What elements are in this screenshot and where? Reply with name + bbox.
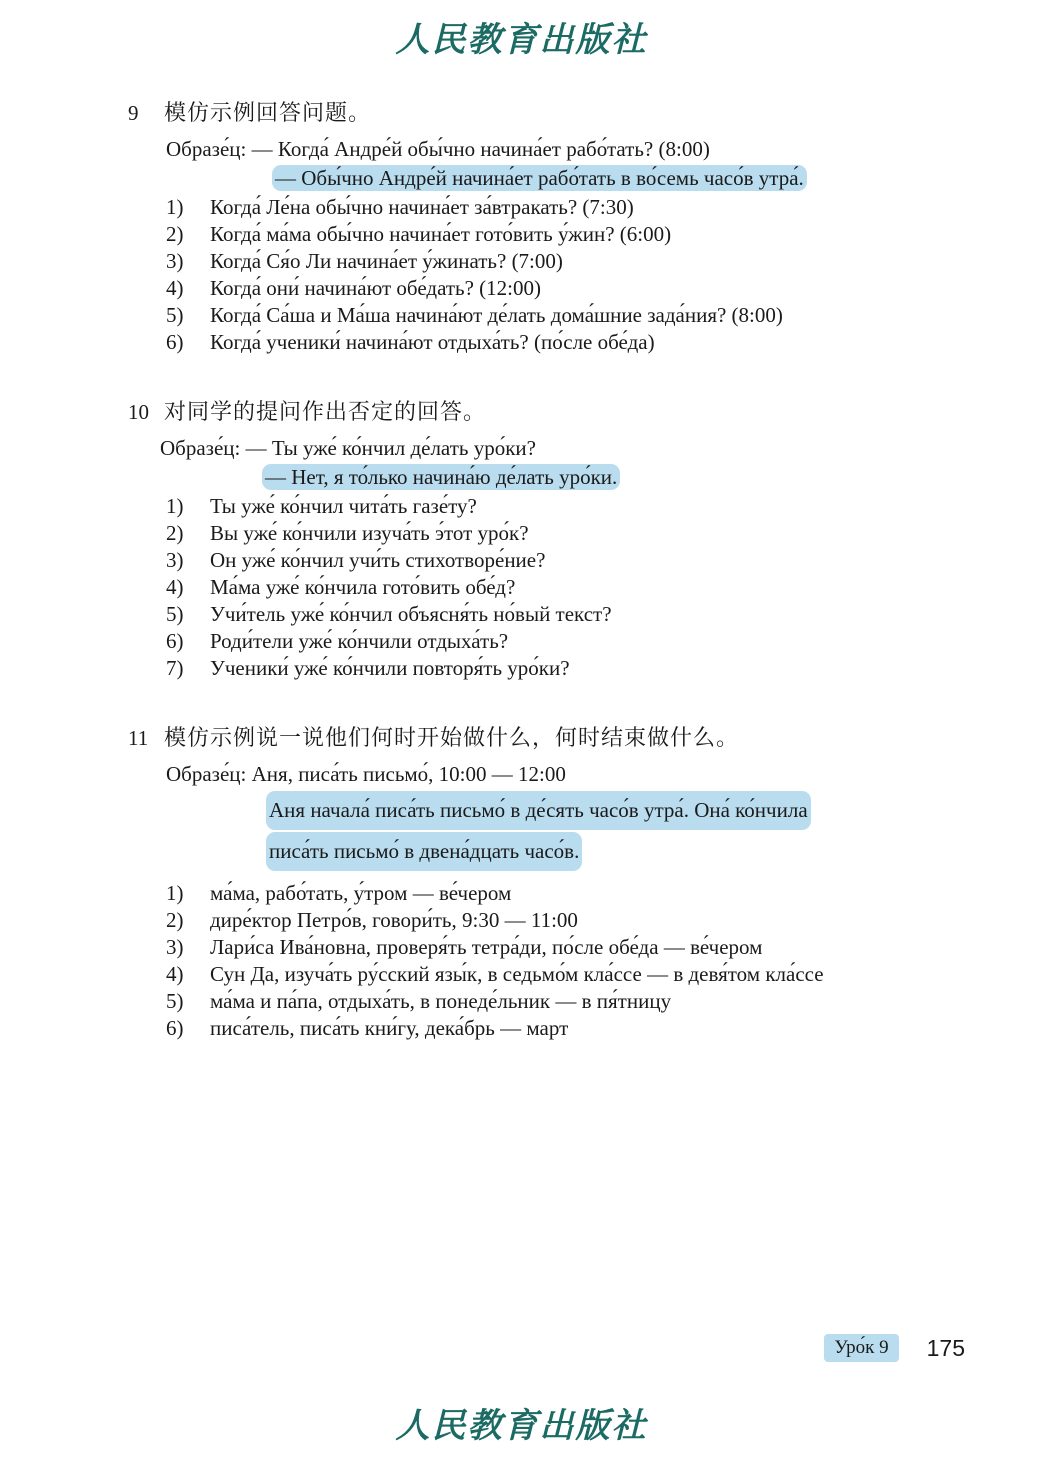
page-footer xyxy=(0,1334,1043,1362)
item-text: Учи́тель уже́ ко́нчил объясня́ть но́вый текст? xyxy=(210,602,612,626)
item-number: 6) xyxy=(166,330,184,354)
exercise-10 xyxy=(0,395,1043,681)
exercise-10-model-label: Образе́ц: xyxy=(160,436,241,460)
exercise-9-model-answer: — Обы́чно Андре́й начина́ет рабо́тать в во́семь часо́в утра́. xyxy=(272,165,807,191)
exercise-10-model-answer-line xyxy=(262,465,1043,490)
list-item xyxy=(166,602,1043,627)
item-text: Когда́ ма́ма обы́чно начина́ет гото́вить у́жин? (6:00) xyxy=(210,222,672,246)
list-item xyxy=(166,935,1043,960)
exercise-11-model-question-line xyxy=(166,762,1043,787)
item-text: Вы уже́ ко́нчили изуча́ть э́тот уро́к? xyxy=(210,521,529,545)
exercise-9 xyxy=(0,96,1043,355)
item-number: 5) xyxy=(166,303,184,327)
item-text: дире́ктор Петро́в, говори́ть, 9:30 — 11:00 xyxy=(210,907,578,932)
item-text: Когда́ Ся́о Ли начина́ет у́жинать? (7:00) xyxy=(210,249,563,273)
exercise-11-number: 11 xyxy=(128,726,149,750)
exercise-11-heading xyxy=(128,721,1043,752)
exercise-10-model-question: — Ты уже́ ко́нчил де́лать уро́ки? xyxy=(245,436,536,460)
item-number: 3) xyxy=(166,249,184,273)
item-text: Ты уже́ ко́нчил чита́ть газе́ту? xyxy=(210,494,477,518)
page-number: 175 xyxy=(926,1334,965,1361)
list-item xyxy=(166,195,1043,220)
section-spacer xyxy=(0,359,1043,395)
item-text: Когда́ ученики́ начина́ют отдыха́ть? (по́сле обе́да) xyxy=(210,330,655,354)
item-number: 2) xyxy=(166,222,184,246)
exercise-11-model-label: Образе́ц: xyxy=(166,762,247,786)
item-text: Сун Да, изуча́ть ру́сский язы́к, в седьмо́м кла́ссе — в девя́том кла́ссе xyxy=(210,961,824,986)
list-item xyxy=(166,881,1043,906)
exercise-11-model-answer-row1 xyxy=(266,791,1043,832)
exercise-9-item-list xyxy=(0,195,1043,355)
item-number: 1) xyxy=(166,195,184,219)
item-text: Когда́ они́ начина́ют обе́дать? (12:00) xyxy=(210,276,541,300)
item-number: 3) xyxy=(166,548,184,572)
exercise-11-model-answer-line1: Аня начала́ писа́ть письмо́ в де́сять часо́в утра́. Она́ ко́нчила xyxy=(266,791,811,830)
lesson-badge: Уро́к 9 xyxy=(824,1334,898,1362)
list-item xyxy=(166,629,1043,654)
publisher-mark-top: 人民教育出版社 xyxy=(395,22,648,59)
item-text: Когда́ Са́ша и Ма́ша начина́ют де́лать дома́шние зада́ния? (8:00) xyxy=(210,303,783,327)
exercise-9-model-label: Образе́ц: xyxy=(166,137,247,161)
item-text: писа́тель, писа́ть кни́гу, дека́брь — март xyxy=(210,1015,569,1040)
list-item xyxy=(166,962,1043,987)
item-text: Роди́тели уже́ ко́нчили отдыха́ть? xyxy=(210,629,509,653)
exercise-9-model-answer-line xyxy=(272,166,1043,191)
exercise-10-heading xyxy=(128,395,1043,426)
list-item xyxy=(166,494,1043,519)
item-number: 2) xyxy=(166,521,184,545)
exercise-10-number: 10 xyxy=(128,400,149,424)
item-number: 1) xyxy=(166,880,184,905)
exercise-10-title: 对同学的提问作出否定的回答。 xyxy=(164,399,487,424)
item-number: 6) xyxy=(166,1015,184,1040)
item-number: 4) xyxy=(166,575,184,599)
list-item xyxy=(166,521,1043,546)
list-item xyxy=(166,249,1043,274)
page-content xyxy=(0,96,1043,1045)
item-text: Он уже́ ко́нчил учи́ть стихотворе́ние? xyxy=(210,548,546,572)
exercise-10-model-question-line xyxy=(160,436,1043,461)
exercise-9-title: 模仿示例回答问题。 xyxy=(164,100,372,125)
section-spacer xyxy=(0,685,1043,721)
item-number: 3) xyxy=(166,934,184,959)
exercise-9-model-question: — Когда́ Андре́й обы́чно начина́ет рабо́тать? (8:00) xyxy=(251,137,710,161)
exercise-9-model-question-line xyxy=(166,137,1043,162)
list-item xyxy=(166,276,1043,301)
item-number: 4) xyxy=(166,276,184,300)
item-number: 1) xyxy=(166,494,184,518)
exercise-11-title: 模仿示例说一说他们何时开始做什么，何时结束做什么。 xyxy=(164,725,740,750)
item-number: 2) xyxy=(166,907,184,932)
item-number: 5) xyxy=(166,602,184,626)
list-item xyxy=(166,656,1043,681)
item-number: 7) xyxy=(166,656,184,680)
exercise-11 xyxy=(0,721,1043,1041)
exercise-10-item-list xyxy=(0,494,1043,681)
exercise-9-number: 9 xyxy=(128,101,139,125)
item-number: 4) xyxy=(166,961,184,986)
item-number: 5) xyxy=(166,988,184,1013)
item-text: ма́ма, рабо́тать, у́тром — ве́чером xyxy=(210,880,512,905)
item-text: Лари́са Ива́новна, проверя́ть тетра́ди, по́сле обе́да — ве́чером xyxy=(210,934,763,959)
list-item xyxy=(166,989,1043,1014)
publisher-mark-bottom: 人民教育出版社 xyxy=(395,1408,648,1445)
list-item xyxy=(166,548,1043,573)
exercise-9-heading xyxy=(128,96,1043,127)
item-text: Ученики́ уже́ ко́нчили повторя́ть уро́ки? xyxy=(210,656,570,680)
exercise-11-model-answer-line2: писа́ть письмо́ в двена́дцать часо́в. xyxy=(266,832,582,871)
item-number: 6) xyxy=(166,629,184,653)
list-item xyxy=(166,222,1043,247)
exercise-10-model-answer: — Нет, я то́лько начина́ю де́лать уро́ки. xyxy=(262,464,620,490)
list-item xyxy=(166,330,1043,355)
item-text: ма́ма и па́па, отдыха́ть, в понеде́льник — в пя́тницу xyxy=(210,988,672,1013)
exercise-11-item-list xyxy=(0,881,1043,1041)
list-item xyxy=(166,908,1043,933)
exercise-11-model-answer-block xyxy=(266,791,1043,873)
exercise-11-model-answer-row2 xyxy=(266,832,1043,873)
list-item xyxy=(166,575,1043,600)
item-text: Ма́ма уже́ ко́нчила гото́вить обе́д? xyxy=(210,575,516,599)
exercise-11-model-question: Аня, писа́ть письмо́, 10:00 — 12:00 xyxy=(251,762,566,786)
item-text: Когда́ Ле́на обы́чно начина́ет за́втракать? (7:30) xyxy=(210,195,634,219)
list-item xyxy=(166,1016,1043,1041)
list-item xyxy=(166,303,1043,328)
